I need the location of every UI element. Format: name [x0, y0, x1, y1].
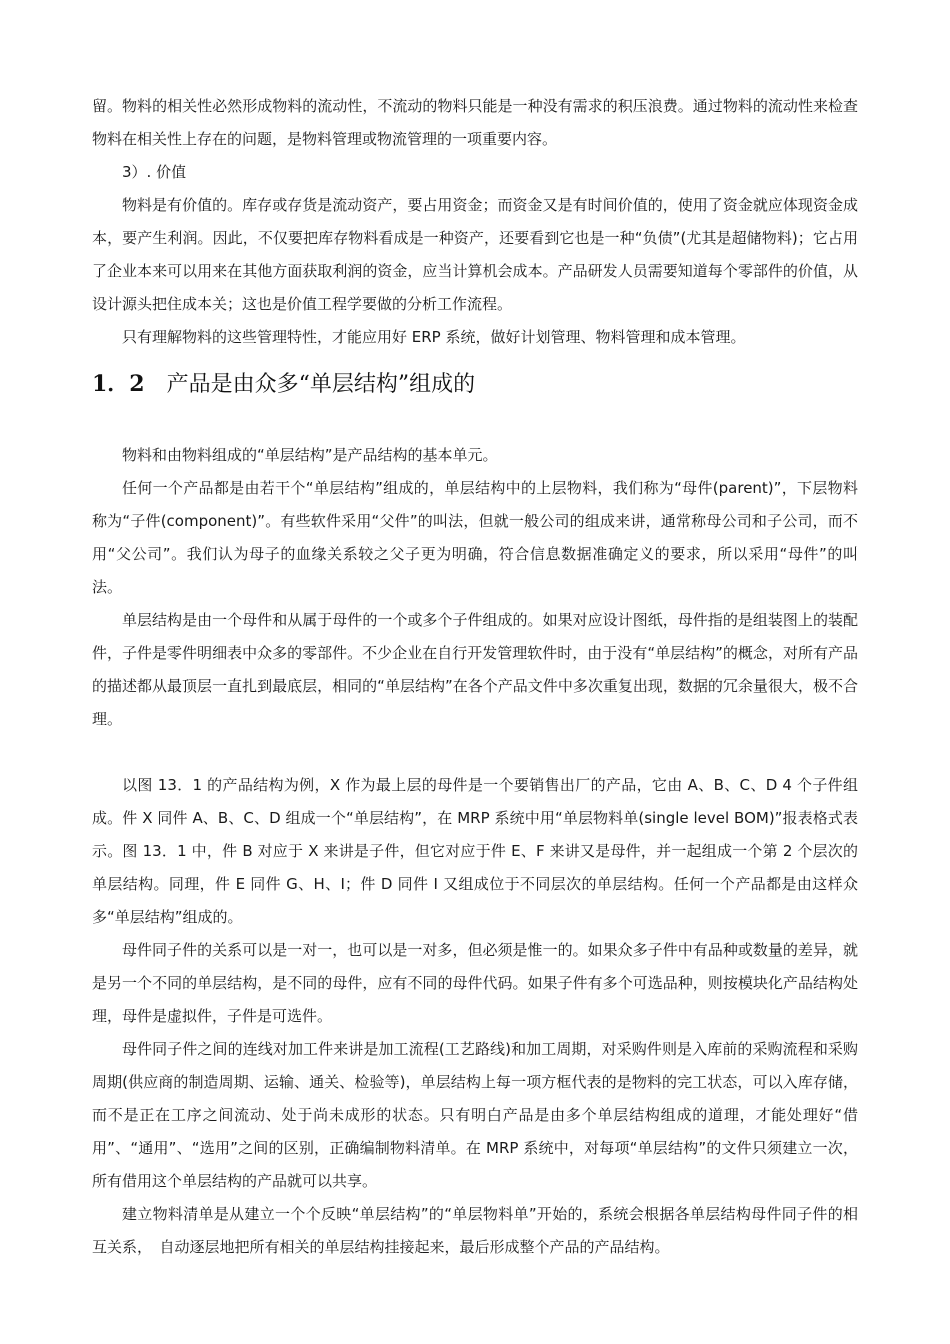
- paragraph-lines: 母件同子件之间的连线对加工件来讲是加工流程(工艺路线)和加工周期，对采购件则是入库前的采购流程和采购周期(供应商的制造周期、运输、通关、检验等)，单层结构上每一项方框代表的是物料的完工状态，可以入库存储，而不是正在工序之间流动、处于尚未成形的状态。只有明白产品是由多个单层结构组成的道理，才能处理好“借用”、“通用”、“选用”之间的区别，正确编制物料清单。在 MRP 系统中，对每项“单层结构”的文件只须建立一次，所有借用这个单层结构的产品就可以共享。: [92, 1040, 858, 1190]
- spacer: [92, 405, 858, 439]
- paragraph-parent-component: 任何一个产品都是由若干个“单层结构”组成的，单层结构中的上层物料，我们称为“母件(parent)”，下层物料称为“子件(component)”。有些软件采用“父件”的叫法，但就一般公司的组成来讲，通常称母公司和子公司，而不用“父公司”。我们认为母子的血缘关系较之父子更为明确，符合信息数据准确定义的要求，所以采用“母件”的叫法。: [92, 479, 858, 596]
- subheading-value: 3）. 价值: [122, 163, 187, 181]
- paragraph-value: 物料是有价值的。库存或存货是流动资产，要占用资金；而资金又是有时间价值的，使用了资金就应体现资金成本，要产生利润。因此，不仅要把库存物料看成是一种资产，还要看到它也是一种“负债”(尤其是超储物料)；它占用了企业本来可以用来在其他方面获取利润的资金，应当计算机会成本。产品研发人员需要知道每个零部件的价值，从设计源头把住成本关；这也是价值工程学要做的分析工作流程。: [92, 196, 858, 313]
- paragraph-basic-unit: 物料和由物料组成的“单层结构”是产品结构的基本单元。: [122, 446, 498, 464]
- spacer: [92, 736, 858, 769]
- section-heading: [92, 364, 858, 405]
- document-body: [92, 90, 858, 1264]
- paragraph-example: 以图 13．1 的产品结构为例，X 作为最上层的母件是一个要销售出厂的产品，它由 A、B、C、D 4 个子件组成。件 X 同件 A、B、C、D 组成一个“单层结构”，在 MRP 系统中用“单层物料单(single level BOM)”报表格式表示。图 13．1 中，件 B 对应于 X 来讲是子件，但它对应于件 E、F 来讲又是母件，并一起组成一个第 2 个层次的单层结构。同理，件 E 同件 G、H、I；件 D 同件 I 又组成位于不同层次的单层结构。任何一个产品都是由这样众多“单层结构”组成的。: [92, 776, 858, 926]
- section-title: 产品是由众多“单层结构”组成的: [166, 372, 476, 397]
- paragraph-relation: 母件同子件的关系可以是一对一，也可以是一对多，但必须是惟一的。如果众多子件中有品种或数量的差异，就是另一个不同的单层结构，是不同的母件，应有不同的母件代码。如果子件有多个可选品种，则按模块化产品结构处理，母件是虚拟件，子件是可选件。: [92, 941, 858, 1025]
- paragraph-erp: 只有理解物料的这些管理特性，才能应用好 ERP 系统，做好计划管理、物料管理和成本管理。: [122, 328, 746, 346]
- paragraph-single-level: 单层结构是由一个母件和从属于母件的一个或多个子件组成的。如果对应设计图纸，母件指的是组装图上的装配件，子件是零件明细表中众多的零部件。不少企业在自行开发管理软件时，由于没有“单层结构”的概念，对所有产品的描述都从最顶层一直扎到最底层，相同的“单层结构”在各个产品文件中多次重复出现，数据的冗余量很大，极不合理。: [92, 611, 858, 728]
- paragraph-intro: 留。物料的相关性必然形成物料的流动性，不流动的物料只能是一种没有需求的积压浪费。通过物料的流动性来检查物料在相关性上存在的问题，是物料管理或物流管理的一项重要内容。: [92, 97, 858, 148]
- section-number: 1．2: [92, 371, 145, 397]
- paragraph-build-bom: 建立物料清单是从建立一个个反映“单层结构”的“单层物料单”开始的，系统会根据各单层结构母件同子件的相互关系， 自动逐层地把所有相关的单层结构挂接起来，最后形成整个产品的产品结构。: [92, 1205, 858, 1256]
